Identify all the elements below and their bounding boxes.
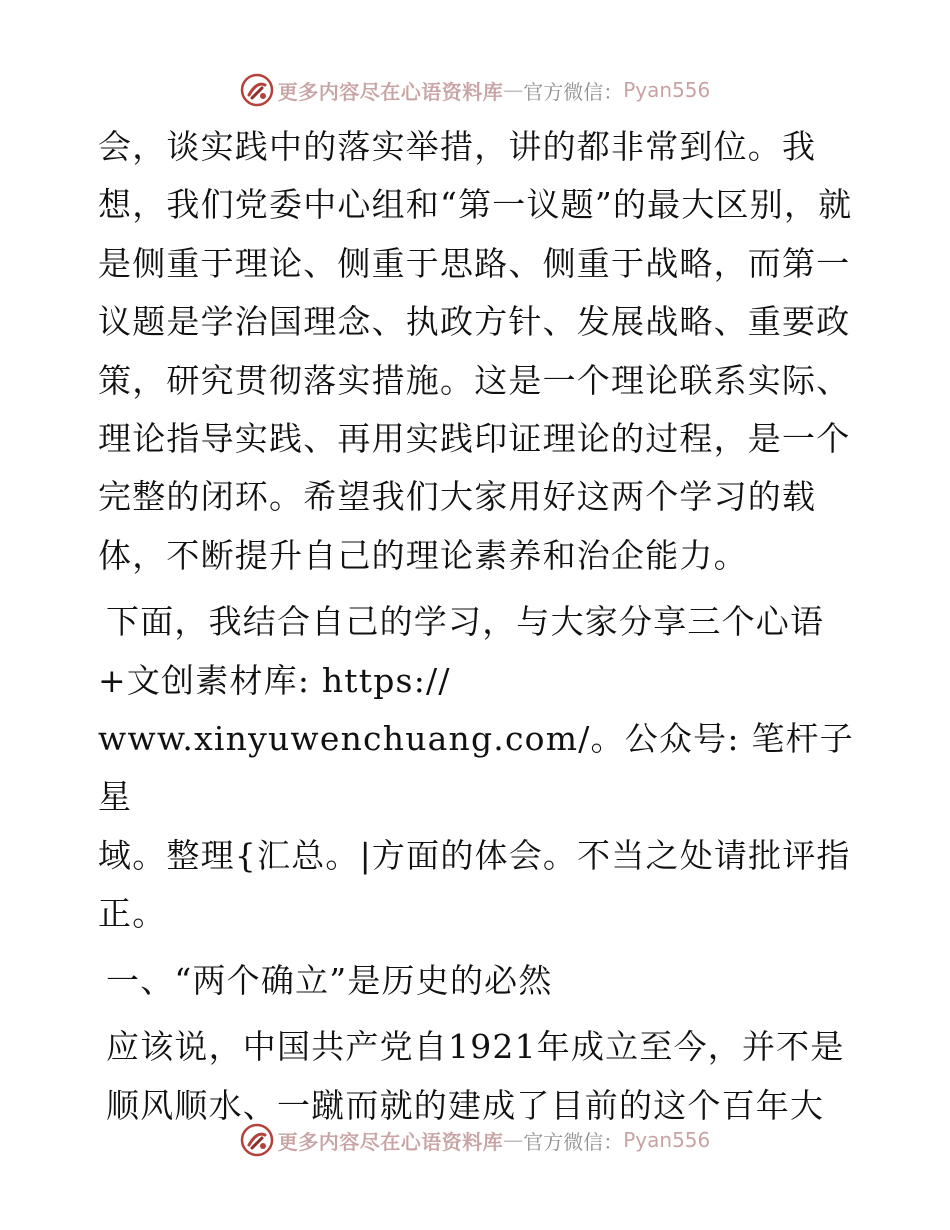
paragraph-2-line-1: 下面，我结合自己的学习，与大家分享三个心语 (106, 602, 825, 642)
paragraph-2-line-4: 域。整理{汇总。|方面的体会。不当之处请批评指正。 (98, 835, 851, 934)
wechat-id: Pyan556 (623, 78, 711, 102)
paragraph-3: 应该说，中国共产党自1921年成立至今，并不是顺风顺水、一蹴而就的建成了目前的这个百年大 (106, 1027, 845, 1125)
brand-text: 更多内容尽在心语资料库 (277, 1129, 504, 1154)
section-heading-1: 一、“两个确立”是历史的必然 (106, 960, 553, 1000)
paragraph-2-line-2: +文创素材库: https:// (98, 660, 451, 700)
paragraph-2-line-3: www.xinyuwenchuang.com/。公众号: 笔杆子星 (98, 719, 854, 817)
official-wechat-label: 官方微信： (523, 79, 624, 104)
brand-logo-icon (240, 73, 274, 107)
brand-logo-icon (240, 1123, 274, 1157)
brand-dash: — (503, 1128, 524, 1152)
header-banner (0, 70, 950, 110)
footer-banner (0, 1120, 950, 1160)
document-body (98, 118, 858, 1135)
brand-dash: — (503, 78, 524, 102)
brand-text: 更多内容尽在心语资料库 (277, 79, 504, 104)
wechat-id: Pyan556 (623, 1128, 711, 1152)
paragraph-1: 会，谈实践中的落实举措，讲的都非常到位。我想，我们党委中心组和“第一议题”的最大区别，就是侧重于理论、侧重于思路、侧重于战略，而第一议题是学治国理念、执政方针、发展战略、重要政策，研究贯彻落实措施。这是一个理论联系实际、理论指导实践、再用实践印证理论的过程，是一个完整的闭环。希望我们大家用好这两个学习的载体，不断提升自己的理论素养和治企能力。 (98, 127, 853, 575)
official-wechat-label: 官方微信： (523, 1129, 624, 1154)
